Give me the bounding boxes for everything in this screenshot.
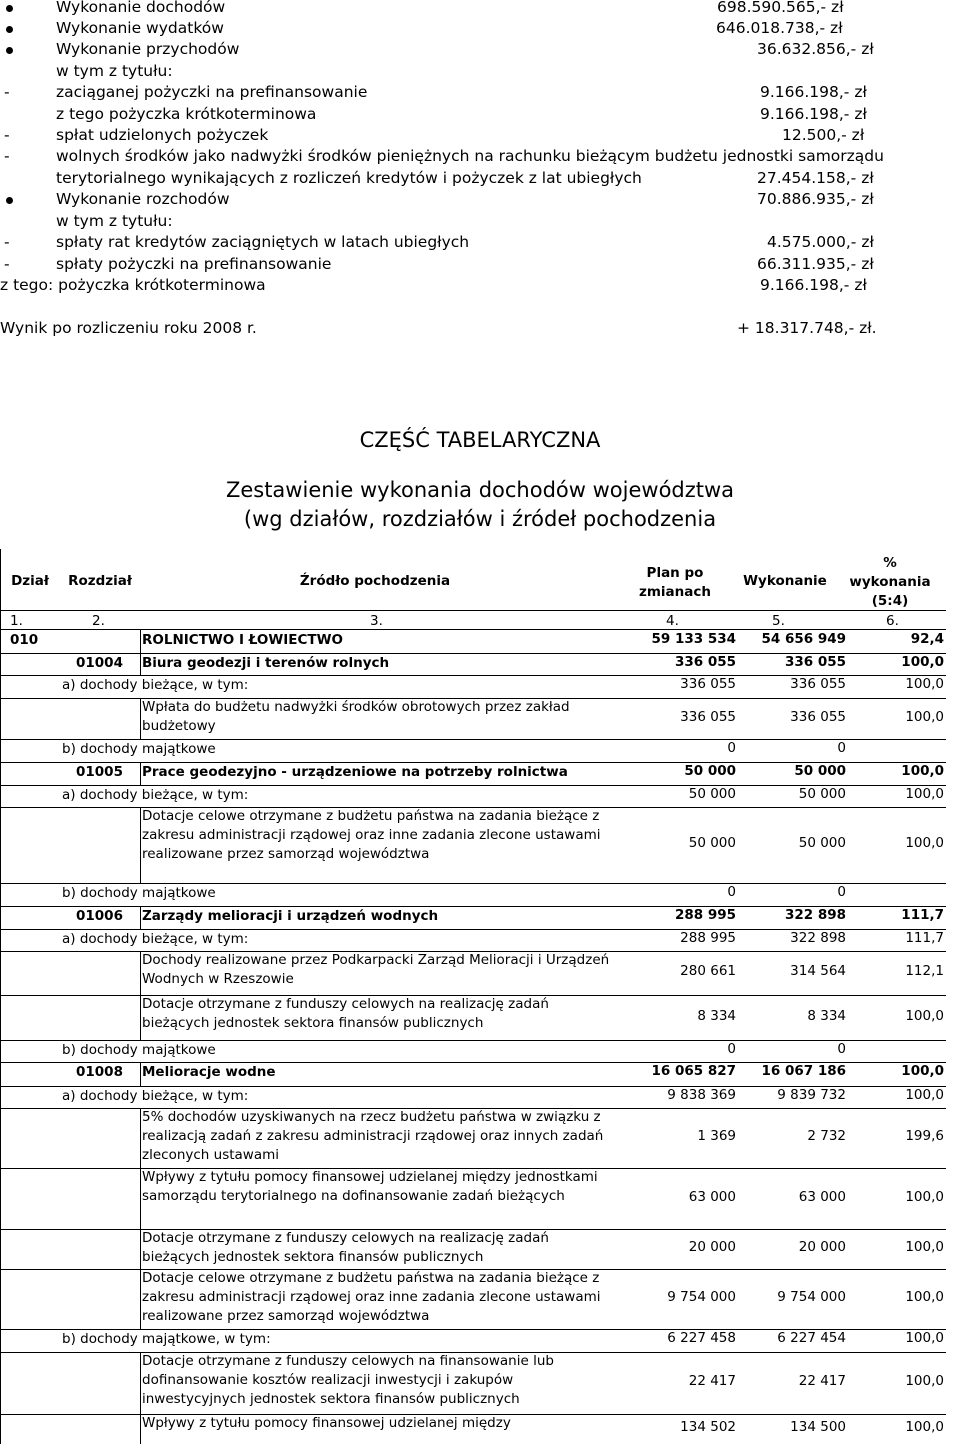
percent-value: 100,0: [905, 1189, 944, 1205]
summary-line: [0, 0, 960, 19]
plan-value: 0: [727, 1041, 736, 1057]
summary-label: Wykonanie przychodów: [56, 40, 240, 58]
plan-value: 8 334: [697, 1008, 736, 1024]
summary-line: [0, 276, 960, 297]
plan-value: 0: [727, 740, 736, 756]
header-pct: [840, 554, 940, 611]
cell-divider: [140, 698, 141, 739]
percent-value: 100,0: [905, 1419, 944, 1435]
section-title: CZĘŚĆ TABELARYCZNA: [359, 428, 601, 452]
table-title-line-2: (wg działów, rozdziałów i źródeł pochodzenia: [243, 507, 717, 531]
cell-divider: [140, 762, 141, 785]
summary-value: 36.632.856,- zł: [757, 40, 874, 58]
rozdzial-code: 01006: [76, 908, 123, 924]
plan-value: 1 369: [697, 1128, 736, 1144]
cell-divider: [140, 653, 141, 675]
header-wykonanie: Wykonanie: [743, 573, 827, 589]
summary-value: 12.500,- zł: [782, 126, 865, 144]
wykonanie-value: 336 055: [790, 676, 846, 692]
cell-divider: [140, 1108, 141, 1168]
table-row: [0, 653, 946, 676]
result-label: Wynik po rozliczeniu roku 2008 r.: [0, 319, 257, 337]
dash-marker: -: [4, 83, 10, 101]
plan-value: 20 000: [688, 1239, 736, 1255]
percent-value: 112,1: [905, 963, 944, 979]
header-rozdzial: Rozdział: [68, 573, 132, 589]
wykonanie-value: 134 500: [790, 1419, 846, 1435]
plan-value: 50 000: [684, 763, 736, 779]
summary-label: terytorialnego wynikających z rozliczeń kredytów i pożyczek z lat ubiegłych: [56, 169, 642, 187]
table-header-row: [0, 549, 946, 611]
source-description: Dotacje celowe otrzymane z budżetu państwa na zadania bieżące z zakresu administracji rządowej oraz inne zadania zlecone ustawami realizowane przez samorząd województwa: [142, 1270, 601, 1324]
percent-value: 199,6: [905, 1128, 944, 1144]
table-row: [0, 1040, 946, 1063]
table-row: [0, 1086, 946, 1109]
col-num-5: 5.: [772, 613, 785, 629]
table-row: [0, 1329, 946, 1353]
wykonanie-value: 6 227 454: [777, 1330, 846, 1346]
summary-label: spłaty rat kredytów zaciągniętych w latach ubiegłych: [56, 233, 470, 251]
percent-value: 100,0: [901, 1063, 944, 1079]
summary-line: [0, 147, 960, 168]
summary-line: [0, 62, 960, 83]
plan-value: 9 754 000: [667, 1289, 736, 1305]
table-left-border: [0, 549, 1, 1444]
table-row: [0, 951, 946, 996]
section-name: Zarządy melioracji i urządzeń wodnych: [142, 908, 439, 924]
summary-label: wolnych środków jako nadwyżki środków pieniężnych na rachunku bieżącym budżetu jednostki samorządu: [56, 147, 884, 165]
section-name: Biura geodezji i terenów rolnych: [142, 655, 390, 671]
table-row: [0, 739, 946, 763]
table-title-line-1: Zestawienie wykonania dochodów województwa: [225, 478, 735, 502]
wykonanie-value: 50 000: [798, 835, 846, 851]
cell-divider: [140, 995, 141, 1040]
percent-value: 92,4: [910, 631, 944, 647]
table-row: [0, 1352, 946, 1415]
cell-divider: [140, 1168, 141, 1229]
summary-label: Wykonanie rozchodów: [56, 190, 230, 208]
rozdzial-code: 01005: [76, 764, 123, 780]
wykonanie-value: 314 564: [790, 963, 846, 979]
wykonanie-value: 20 000: [798, 1239, 846, 1255]
dash-marker: -: [4, 233, 10, 251]
rozdzial-code: 01004: [76, 655, 123, 671]
source-description: Wpłata do budżetu nadwyżki środków obrotowych przez zakład budżetowy: [142, 699, 570, 734]
source-description: Dotacje celowe otrzymane z budżetu państwa na zadania bieżące z zakresu administracji rządowej oraz inne zadania zlecone ustawami realizowane przez samorząd województwa: [142, 808, 601, 862]
cell-divider: [140, 630, 141, 653]
wykonanie-value: 50 000: [798, 786, 846, 802]
summary-line: [0, 126, 960, 147]
cell-divider: [140, 906, 141, 929]
percent-value: 100,0: [905, 835, 944, 851]
summary-line: [0, 212, 960, 233]
header-pct-line-1: %: [883, 555, 897, 571]
dash-marker: -: [4, 255, 10, 273]
summary-line: [0, 190, 960, 211]
wykonanie-value: 2 732: [807, 1128, 846, 1144]
summary-value: 646.018.738,- zł: [716, 19, 843, 37]
rozdzial-code: 01008: [76, 1064, 123, 1080]
summary-label: spłat udzielonych pożyczek: [56, 126, 269, 144]
cell-divider: [140, 1352, 141, 1414]
result-value: + 18.317.748,- zł.: [737, 319, 877, 337]
category-label: b) dochody majątkowe: [62, 1042, 216, 1058]
bullet-icon: [6, 47, 13, 54]
summary-label: Wykonanie dochodów: [56, 0, 226, 16]
summary-label: w tym z tytułu:: [56, 62, 173, 80]
summary-label: z tego: pożyczka krótkoterminowa: [0, 276, 266, 294]
percent-value: 100,0: [905, 709, 944, 725]
plan-value: 134 502: [680, 1419, 736, 1435]
wykonanie-value: 336 055: [790, 709, 846, 725]
summary-value: 4.575.000,- zł: [767, 233, 874, 251]
summary-label: w tym z tytułu:: [56, 212, 173, 230]
cell-divider: [140, 1062, 141, 1086]
table-row: [0, 995, 946, 1041]
plan-value: 22 417: [688, 1373, 736, 1389]
header-zrodlo: Źródło pochodzenia: [299, 573, 451, 589]
category-label: a) dochody bieżące, w tym:: [62, 1088, 249, 1104]
bullet-icon: [6, 197, 13, 204]
summary-label: zaciąganej pożyczki na prefinansowanie: [56, 83, 368, 101]
table-row: [0, 675, 946, 699]
category-label: a) dochody bieżące, w tym:: [62, 787, 249, 803]
section-name: ROLNICTWO I ŁOWIECTWO: [142, 632, 343, 648]
cell-divider: [140, 1269, 141, 1329]
header-pct-line-2: wykonania: [849, 574, 931, 590]
source-description: Dotacje otrzymane z funduszy celowych na finansowanie lub dofinansowanie kosztów realizacji inwestycji i zakupów inwestycyjnych jednostek sektora finansów publicznych: [142, 1353, 554, 1407]
bullet-icon: [6, 26, 13, 33]
section-name: Prace geodezyjno - urządzeniowe na potrzeby rolnictwa: [142, 764, 568, 780]
summary-line: [0, 40, 960, 61]
plan-value: 288 995: [674, 907, 736, 923]
plan-value: 336 055: [680, 676, 736, 692]
table-row: [0, 1269, 946, 1330]
wykonanie-value: 8 334: [807, 1008, 846, 1024]
summary-value: 70.886.935,- zł: [757, 190, 874, 208]
percent-value: 100,0: [905, 1087, 944, 1103]
header-plan-line-2: zmianach: [639, 584, 711, 600]
summary-line: [0, 19, 960, 40]
source-description: Dotacje otrzymane z funduszy celowych na realizację zadań bieżących jednostek sektora finansów publicznych: [142, 1230, 549, 1265]
summary-line: [0, 83, 960, 104]
source-description: Wpływy z tytułu pomocy finansowej udzielanej między: [142, 1415, 511, 1431]
category-label: b) dochody majątkowe, w tym:: [62, 1331, 271, 1347]
table-title: [0, 476, 960, 534]
plan-value: 288 995: [680, 930, 736, 946]
summary-line: [0, 255, 960, 276]
summary-line: [0, 169, 960, 190]
plan-value: 50 000: [688, 835, 736, 851]
wykonanie-value: 54 656 949: [761, 631, 846, 647]
table-row: [0, 1168, 946, 1230]
table-row: [0, 929, 946, 952]
plan-value: 0: [727, 884, 736, 900]
wykonanie-value: 16 067 186: [761, 1063, 846, 1079]
summary-label: Wykonanie wydatków: [56, 19, 224, 37]
summary-label: spłaty pożyczki na prefinansowanie: [56, 255, 332, 273]
dash-marker: -: [4, 147, 10, 165]
percent-value: 100,0: [901, 763, 944, 779]
section-name: Melioracje wodne: [142, 1064, 276, 1080]
category-label: a) dochody bieżące, w tym:: [62, 677, 249, 693]
plan-value: 336 055: [680, 709, 736, 725]
wykonanie-value: 336 055: [784, 654, 846, 670]
source-description: Wpływy z tytułu pomocy finansowej udzielanej między jednostkami samorządu terytorialnego na dofinansowanie zadań bieżących: [142, 1169, 598, 1204]
wykonanie-value: 63 000: [798, 1189, 846, 1205]
wykonanie-value: 322 898: [784, 907, 846, 923]
cell-divider: [140, 1414, 141, 1444]
table-row: [0, 785, 946, 808]
source-description: Dotacje otrzymane z funduszy celowych na realizację zadań bieżących jednostek sektora finansów publicznych: [142, 996, 549, 1031]
wykonanie-value: 0: [837, 1041, 846, 1057]
source-description: Dochody realizowane przez Podkarpacki Zarząd Melioracji i Urządzeń Wodnych w Rzeszowie: [142, 952, 610, 987]
wykonanie-value: 9 754 000: [777, 1289, 846, 1305]
summary-line: [0, 105, 960, 126]
dzial-code: 010: [10, 632, 39, 648]
table-row: [0, 883, 946, 907]
wykonanie-value: 22 417: [798, 1373, 846, 1389]
table-row: [0, 1414, 946, 1444]
wykonanie-value: 50 000: [794, 763, 846, 779]
header-pct-line-3: (5:4): [871, 593, 909, 609]
plan-value: 336 055: [674, 654, 736, 670]
category-label: a) dochody bieżące, w tym:: [62, 931, 249, 947]
table-row: [0, 630, 946, 654]
percent-value: 100,0: [905, 676, 944, 692]
plan-value: 280 661: [680, 963, 736, 979]
percent-value: 100,0: [905, 1373, 944, 1389]
percent-value: 100,0: [905, 1330, 944, 1346]
percent-value: 100,0: [905, 786, 944, 802]
header-plan: [620, 564, 730, 602]
percent-value: 100,0: [905, 1289, 944, 1305]
table-row: [0, 1108, 946, 1169]
bullet-icon: [6, 5, 13, 12]
plan-value: 6 227 458: [667, 1330, 736, 1346]
table-row: [0, 1229, 946, 1270]
summary-value: 698.590.565,- zł: [717, 0, 844, 16]
col-num-2: 2.: [92, 613, 105, 629]
summary-label: z tego pożyczka krótkoterminowa: [56, 105, 317, 123]
table-row: [0, 1062, 946, 1087]
category-label: b) dochody majątkowe: [62, 885, 216, 901]
summary-value: 27.454.158,- zł: [757, 169, 874, 187]
header-dzial: Dział: [11, 573, 49, 589]
summary-value: 66.311.935,- zł: [757, 255, 874, 273]
percent-value: 111,7: [905, 930, 944, 946]
cell-divider: [140, 807, 141, 883]
col-num-4: 4.: [666, 613, 679, 629]
percent-value: 100,0: [901, 654, 944, 670]
header-plan-line-1: Plan po: [646, 565, 704, 581]
result-line: [0, 319, 960, 340]
dash-marker: -: [4, 126, 10, 144]
table-row: [0, 906, 946, 930]
cell-divider: [140, 1229, 141, 1269]
category-label: b) dochody majątkowe: [62, 741, 216, 757]
wykonanie-value: 9 839 732: [777, 1087, 846, 1103]
plan-value: 50 000: [688, 786, 736, 802]
col-num-3: 3.: [370, 613, 383, 629]
summary-value: 9.166.198,- zł: [760, 105, 867, 123]
source-description: 5% dochodów uzyskiwanych na rzecz budżetu państwa w związku z realizacją zadań z zakresu administracji rządowej oraz innych zadań zleconych ustawami: [142, 1109, 604, 1163]
wykonanie-value: 0: [837, 740, 846, 756]
plan-value: 9 838 369: [667, 1087, 736, 1103]
plan-value: 59 133 534: [651, 631, 736, 647]
table-row: [0, 698, 946, 740]
column-numbers-row: [0, 611, 946, 630]
wykonanie-value: 0: [837, 884, 846, 900]
summary-value: 9.166.198,- zł: [760, 276, 867, 294]
percent-value: 100,0: [905, 1239, 944, 1255]
table-row: [0, 762, 946, 786]
col-num-1: 1.: [10, 613, 23, 629]
percent-value: 100,0: [905, 1008, 944, 1024]
wykonanie-value: 322 898: [790, 930, 846, 946]
plan-value: 16 065 827: [651, 1063, 736, 1079]
cell-divider: [140, 951, 141, 995]
plan-value: 63 000: [688, 1189, 736, 1205]
summary-line: [0, 233, 960, 254]
summary-value: 9.166.198,- zł: [760, 83, 867, 101]
percent-value: 111,7: [901, 907, 944, 923]
col-num-6: 6.: [886, 613, 899, 629]
table-row: [0, 807, 946, 884]
